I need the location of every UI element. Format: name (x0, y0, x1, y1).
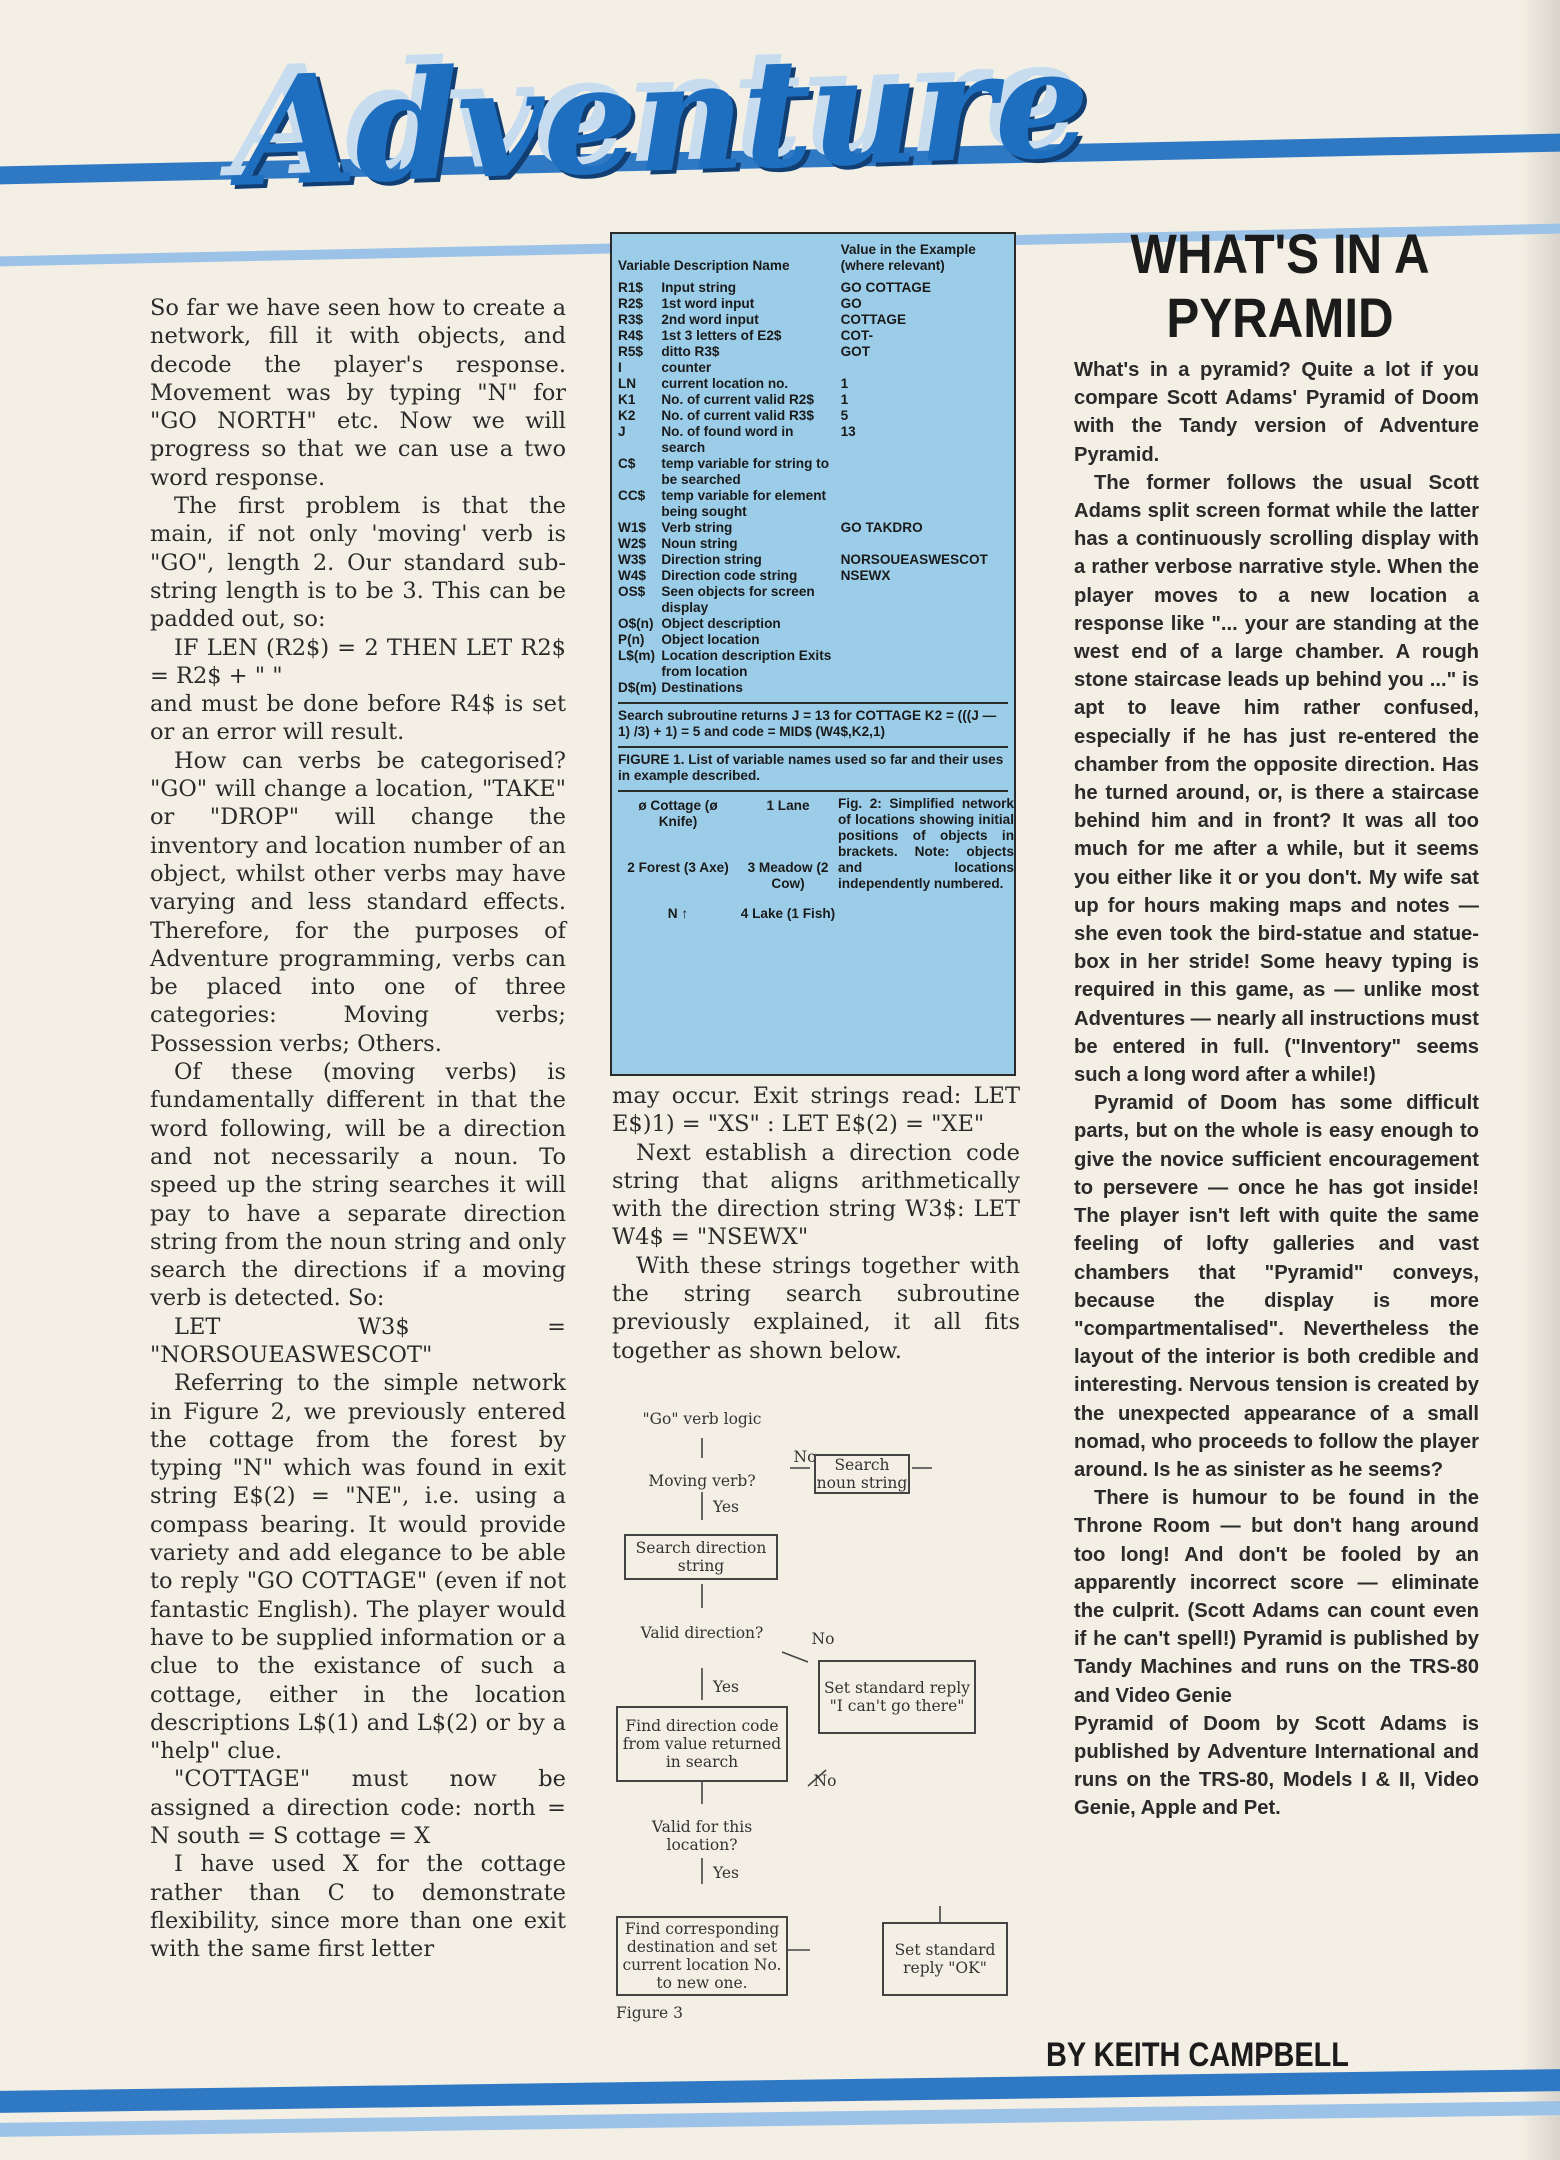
variable-desc: No. of current valid R3$ (661, 408, 814, 423)
variable-desc: Direction code string (661, 568, 798, 583)
variable-row (618, 424, 1008, 456)
variable-desc: ditto R3$ (661, 344, 720, 359)
variable-name: L$(m) (618, 648, 656, 663)
variable-value (841, 632, 1008, 648)
variable-name: OS$ (618, 584, 646, 599)
paragraph: Of these (moving verbs) is fundamentally different in that the word following, will be a direction and not necessarily a noun. To speed up the string searches it will pay to have a separate direction string from the noun string and only search the directions if a moving verb is detected. So: (150, 1059, 566, 1312)
variable-desc: counter (661, 360, 712, 375)
variable-desc: 1st 3 letters of E2$ (661, 328, 782, 343)
map-cell: 1 Lane (766, 798, 810, 813)
variable-desc: 2nd word input (661, 312, 759, 327)
no-label: No (793, 1448, 817, 1466)
variable-value (841, 360, 1008, 376)
no-label: No (811, 1630, 835, 1648)
variable-value: GO (840, 296, 862, 311)
variable-desc: Object location (661, 632, 760, 647)
paragraph: The former follows the usual Scott Adams split screen format while the latter has a continuously scrolling display with a rather verbose narrative style. When the player moves to a new location a response like "... your are standing at the west end of a large chamber. A rough stone staircase leads up behind you ..." is apt to leave him rather confused, especially if he has just re-entered the chamber from the opposite direction. Has he turned around, or, is there a staircase behind him and in front? It was all too much for me after a while, but it seems you either like it or you don't. My wife sat up for hours making maps and notes — she even took the bird-statue and statue-box in her stride! Some heavy typing is required in this game, as — unlike most Adventures — nearly all instructions must be entered in full. ("Inventory" seems such a long word after a while!) (1074, 471, 1479, 1087)
headline-line-2: PYRAMID (1166, 286, 1394, 349)
moving-verb-decision: Moving verb? (648, 1472, 756, 1490)
variable-desc: Direction string (661, 552, 762, 567)
variable-value (841, 616, 1008, 632)
variable-name: W1$ (618, 520, 646, 535)
variable-row (618, 456, 1008, 488)
variable-name: R4$ (618, 328, 643, 343)
variable-desc: No. of found word in search (661, 424, 794, 455)
variable-row (618, 344, 1008, 360)
variable-row (618, 520, 1008, 536)
variable-row (618, 568, 1008, 584)
figure-2-caption: Fig. 2: Simplified network of locations showing initial positions of objects in brackets. Note: objects and locations independently numbered. (838, 796, 1014, 891)
variable-desc: No. of current valid R2$ (661, 392, 814, 407)
ok-reply-box: Set standard reply "OK" (882, 1922, 1008, 1996)
paragraph: Next establish a direction code string that aligns arithmetically with the direction string W3$: LET W4$ = "NSEWX" (612, 1139, 1020, 1251)
variable-value (841, 680, 1008, 696)
paragraph: Referring to the simple network in Figure 2, we previously entered the cottage from the forest by typing "N" which was found in exit string E$(2) = "NE", i.e. using a compass bearing. It would provide variety and add elegance to be able to reply "GO COTTAGE" (even if not fantastic English). The player would have to be supplied information or a clue to the existance of such a cottage, either in the location descriptions L$(1) and L$(2) or by a "help" clue. (150, 1370, 566, 1765)
byline: BY KEITH CAMPBELL (1046, 2036, 1349, 2074)
variable-desc: Input string (661, 280, 737, 295)
variable-row (618, 296, 1008, 312)
variable-value: 1 (840, 392, 849, 407)
search-direction-box: Search direction string (624, 1534, 778, 1580)
variable-name: R1$ (618, 280, 643, 295)
map-cell: 2 Forest (3 Axe) (627, 860, 729, 875)
variable-value (841, 488, 1008, 520)
headline (1104, 222, 1456, 350)
variable-row (618, 328, 1008, 344)
variable-row (618, 584, 1008, 616)
variable-row (618, 408, 1008, 424)
paragraph: Pyramid of Doom has some difficult parts, but on the whole is easy enough to give the novice sufficient encouragement to persevere — once he has got inside! The player isn't left with quite the same feeling of lofty galleries and vast chambers that "Pyramid" conveys, because the display is more "compartmentalised". Nevertheless the layout of the interior is both credible and interesting. Nervous tension is created by the unexpected appearance of a small nomad, who proceeds to follow the player around. Is he as sinister as he seems? (1074, 1092, 1479, 1481)
variable-row (618, 376, 1008, 392)
paragraph: With these strings together with the string search subroutine previously explained, it all fits together as shown below. (612, 1252, 1020, 1364)
figure-2-network (618, 796, 1014, 924)
paragraph: The first problem is that the main, if not only 'moving' verb is "GO", length 2. Our standard sub-string length is to be 3. This can be padded out, so: (150, 493, 566, 633)
variable-desc: 1st word input (661, 296, 755, 311)
divider (618, 790, 1008, 792)
paragraph: So far we have seen how to create a network, fill it with objects, and decode the player's response. Movement was by typing "N" for "GO NORTH" etc. Now we will progress so that we can use a two word response. (150, 295, 566, 491)
figure-1-box (610, 232, 1016, 1076)
variable-name: W3$ (618, 552, 646, 567)
variable-row (618, 312, 1008, 328)
variable-table (618, 280, 1008, 696)
map-cell: ø Cottage (ø Knife) (638, 798, 718, 829)
variable-name: W4$ (618, 568, 646, 583)
variable-value: 13 (840, 424, 856, 439)
variable-desc: temp variable for string to be searched (661, 456, 830, 487)
valid-direction-decision: Valid direction? (640, 1624, 764, 1642)
variable-value: 5 (840, 408, 849, 423)
figure-1-caption: FIGURE 1. List of variable names used so far and their uses in example described. (618, 752, 1004, 783)
variable-row (618, 280, 1008, 296)
variable-value: 1 (840, 376, 849, 391)
variable-value: COTTAGE (840, 312, 907, 327)
header-value: Value in the Example (where relevant) (840, 242, 976, 273)
variable-value (841, 584, 1008, 616)
variable-name: J (618, 424, 626, 439)
paragraph: "COTTAGE" must now be assigned a direction code: north = N south = S cottage = X (150, 1766, 566, 1850)
paragraph: IF LEN (R2$) = 2 THEN LET R2$ = R2$ + " " (150, 634, 566, 689)
variable-name: LN (618, 376, 637, 391)
variable-desc: current location no. (661, 376, 789, 391)
variable-name: R2$ (618, 296, 643, 311)
paragraph: LET W3$ = "NORSOUEASWESCOT" (150, 1313, 566, 1368)
map-cell: 3 Meadow (2 Cow) (747, 860, 829, 891)
yes-label: Yes (712, 1678, 739, 1696)
variable-desc: Destinations (661, 680, 743, 695)
masthead-title: Adventure (237, 15, 1091, 221)
valid-location-decision: Valid for this location? (651, 1818, 753, 1854)
variable-row (618, 392, 1008, 408)
variable-value (841, 536, 1008, 552)
variable-name: K1 (618, 392, 636, 407)
variable-value (841, 456, 1008, 488)
variable-row (618, 552, 1008, 568)
paragraph: What's in a pyramid? Quite a lot if you compare Scott Adams' Pyramid of Doom with the Tandy version of Adventure Pyramid. (1074, 359, 1479, 466)
variable-name: P(n) (618, 632, 645, 647)
variable-row (618, 680, 1008, 696)
variable-desc: temp variable for element being sought (661, 488, 827, 519)
variable-value: NORSOUEASWESCOT (840, 552, 988, 567)
find-direction-code-box: Find direction code from value returned in search (616, 1706, 788, 1782)
paragraph: and must be done before R4$ is set or an error will result. (150, 691, 566, 746)
paragraph: There is humour to be found in the Throne Room — but don't hang around too long! And don't be fooled by an apparently incorrect score — eliminate the culprit. (Scott Adams can count even if he can't spell!) Pyramid is published by Tandy Machines and runs on the TRS-80 and Video Genie (1074, 1487, 1479, 1707)
paragraph: Pyramid of Doom by Scott Adams is published by Adventure International and runs on the TRS-80, Models I & II, Video Genie, Apple and Pet. (1074, 1712, 1479, 1820)
north-arrow: N ↑ (667, 906, 689, 921)
find-destination-box: Find corresponding destination and set current location No. to new one. (616, 1916, 788, 1996)
column-1 (150, 294, 566, 1964)
variable-name: C$ (618, 456, 636, 471)
column-2 (612, 1082, 1020, 1365)
no-label: No (813, 1772, 837, 1790)
page-edge-shadow (1520, 0, 1560, 2160)
variable-value: COT- (840, 328, 874, 343)
variable-name: CC$ (618, 488, 646, 503)
variable-name: I (618, 360, 622, 375)
yes-label: Yes (712, 1864, 739, 1882)
column-3-review (1074, 356, 1479, 1823)
variable-desc: Verb string (661, 520, 733, 535)
yes-label: Yes (712, 1498, 739, 1516)
divider (618, 702, 1008, 704)
map-cell: 4 Lake (1 Fish) (740, 906, 836, 921)
variable-desc: Location description Exits from location (661, 648, 832, 679)
variable-value: GOT (840, 344, 871, 359)
variable-desc: Noun string (661, 536, 738, 551)
variable-row (618, 648, 1008, 680)
variable-row (618, 536, 1008, 552)
variable-name: R5$ (618, 344, 643, 359)
variable-name: R3$ (618, 312, 643, 327)
variable-value: NSEWX (840, 568, 891, 583)
flowchart-title: "Go" verb logic (642, 1410, 762, 1428)
variable-row (618, 488, 1008, 520)
variable-table-header (618, 242, 1008, 274)
variable-name: K2 (618, 408, 636, 423)
header-description: Variable Description Name (618, 258, 790, 273)
paragraph: may occur. Exit strings read: LET E$)1) = "XS" : LET E$(2) = "XE" (612, 1083, 1020, 1138)
variable-name: W2$ (618, 536, 646, 551)
variable-value: GO COTTAGE (840, 280, 931, 295)
variable-desc: Object description (661, 616, 781, 631)
variable-row (618, 632, 1008, 648)
search-noun-box: Search noun string (814, 1454, 910, 1494)
headline-line-1: WHAT'S IN A (1130, 222, 1430, 285)
variable-value: GO TAKDRO (840, 520, 923, 535)
variable-name: D$(m) (618, 680, 657, 695)
divider (618, 746, 1008, 748)
figure-3-caption: Figure 3 (616, 2004, 683, 2022)
search-note: Search subroutine returns J = 13 for COTTAGE K2 = (((J — 1) /3) + 1) = 5 and code = MID$ (W4$,K2,1) (618, 708, 997, 739)
variable-row (618, 616, 1008, 632)
paragraph: How can verbs be categorised? "GO" will change a location, "TAKE" or "DROP" will change the inventory and location number of an object, whilst other verbs may have varying and less standard effects. Therefore, for the purposes of Adventure programming, verbs can be placed into one of three categories: Moving verbs; Possession verbs; Others. (150, 747, 566, 1057)
variable-desc: Seen objects for screen display (661, 584, 815, 615)
variable-row (618, 360, 1008, 376)
variable-value (841, 648, 1008, 680)
figure-3-flowchart (610, 1410, 1020, 2030)
paragraph: I have used X for the cottage rather than C to demonstrate flexibility, since more than one exit with the same first letter (150, 1851, 566, 1963)
variable-name: O$(n) (618, 616, 654, 631)
cant-go-reply-box: Set standard reply "I can't go there" (818, 1660, 976, 1734)
